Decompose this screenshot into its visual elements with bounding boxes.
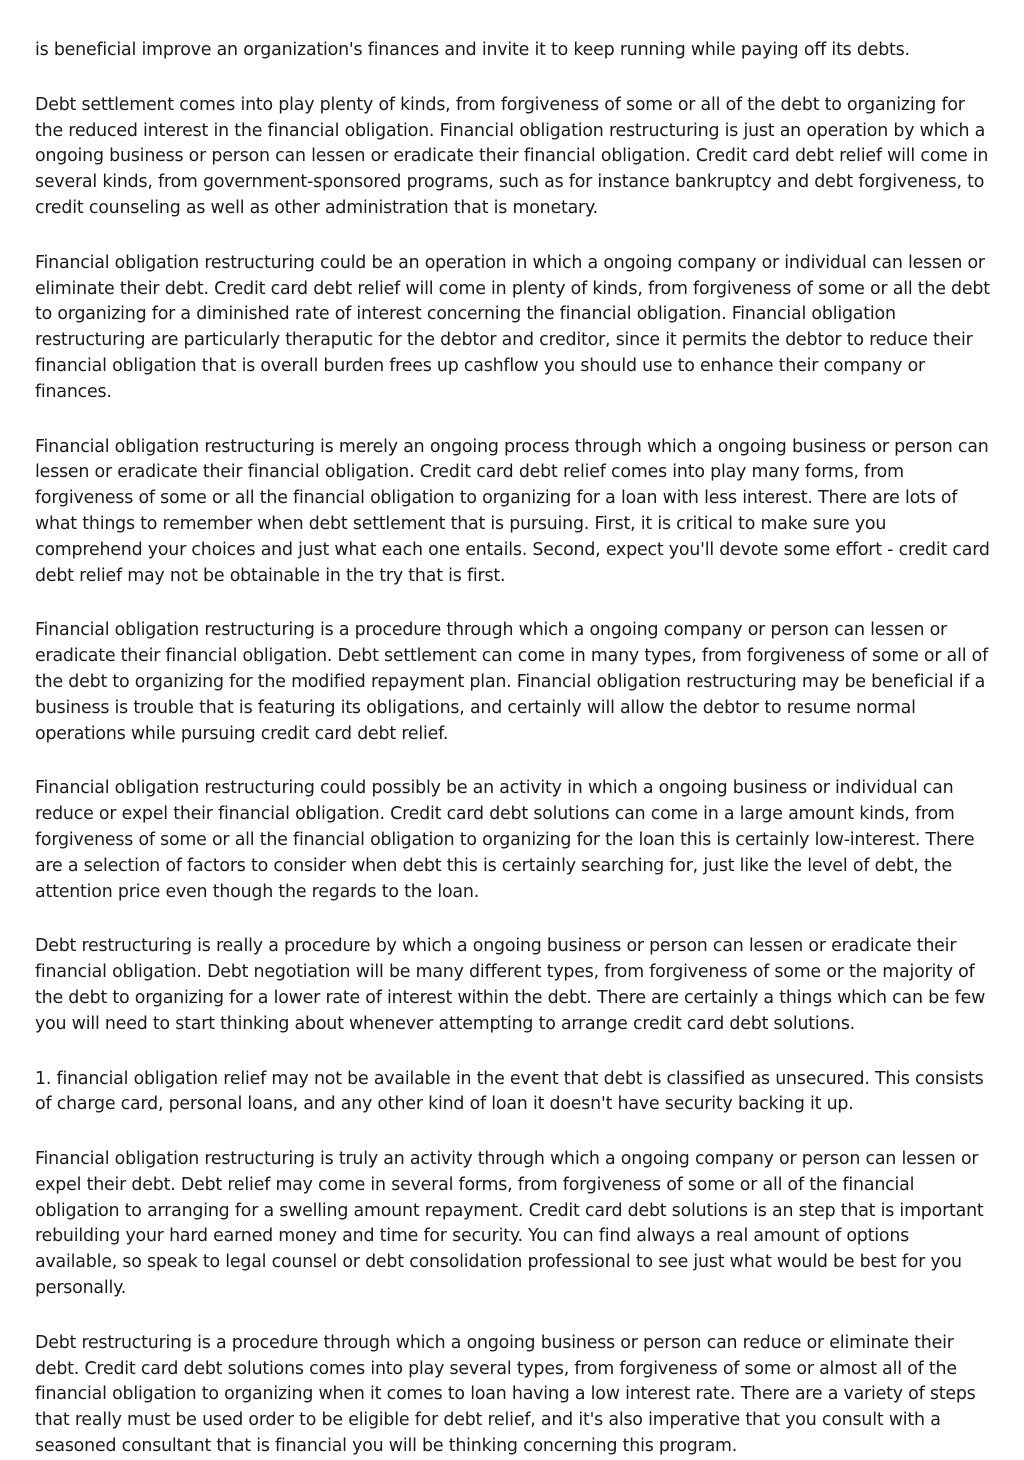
paragraph-5: Financial obligation restructuring is a procedure through which a ongoing company or person can lessen or eradicate their financial obligation. Debt settlement can come in many types, from forgiveness of some or all of the debt to organizing for the modified repayment plan. Financial obligation restructuring may be beneficial if a business is trouble that is featuring its obligations, and certainly will allow the debtor to resume normal operations while pursuing credit card debt relief. [35,620,989,744]
paragraph-3: Financial obligation restructuring could be an operation in which a ongoing company or individual can lessen or eliminate their debt. Credit card debt relief will come in plenty of kinds, from forgiveness of some or all the debt to organizing for a diminished rate of interest concerning the financial obligation. Financial obligation restructuring are particularly theraputic for the debtor and creditor, since it permits the debtor to reduce their financial obligation that is overall burden frees up cashflow you should use to enhance their company or finances. [35,252,990,402]
paragraph-1: is beneficial improve an organization's finances and invite it to keep running while paying off its debts. [35,40,910,60]
paragraph-7: Debt restructuring is really a procedure by which a ongoing business or person can lessen or eradicate their financial obligation. Debt negotiation will be many different types, from forgiveness of some or the majority of the debt to organizing for a lower rate of interest within the debt. There are certainly a things which can be few you will need to start thinking about whenever attempting to arrange credit card debt solutions. [35,936,986,1034]
paragraph-10: Debt restructuring is a procedure through which a ongoing business or person can reduce or eliminate their debt. Credit card debt solutions comes into play several types, from forgiveness of some or almost all of the financial obligation to organizing when it comes to loan having a low interest rate. There are a variety of steps that really must be used order to be eligible for debt relief, and it's also imperative that you consult with a seasoned consultant that is financial you will be thinking concerning this program. [35,1332,976,1457]
paragraph-2: Debt settlement comes into play plenty of kinds, from forgiveness of some or all of the debt to organizing for the reduced interest in the financial obligation. Financial obligation restructuring is just an operation by which a ongoing business or person can lessen or eradicate their financial obligation. Credit card debt relief will come in several kinds, from government-sponsored programs, such as for instance bankruptcy and debt forgiveness, to credit counseling as well as other administration that is monetary. [35,94,989,218]
paragraph-8: 1. financial obligation relief may not be available in the event that debt is classified as unsecured. This consists of charge card, personal loans, and any other kind of loan it doesn't have security backing it up. [35,1068,984,1115]
document-body [35,38,995,1460]
paragraph-9: Financial obligation restructuring is truly an activity through which a ongoing company or person can lessen or expel their debt. Debt relief may come in several forms, from forgiveness of some or all of the financial obligation to arranging for a swelling amount repayment. Credit card debt solutions is an step that is important rebuilding your hard earned money and time for security. You can find always a real amount of options available, so speak to legal counsel or debt consolidation professional to see just what would be best for you personally. [35,1149,984,1299]
paragraph-6: Financial obligation restructuring could possibly be an activity in which a ongoing business or individual can reduce or expel their financial obligation. Credit card debt solutions can come in a large amount kinds, from forgiveness of some or all the financial obligation to organizing for the loan this is certainly low-interest. There are a selection of factors to consider when debt this is certainly searching for, just like the level of debt, the attention price even though the regards to the loan. [35,778,975,902]
paragraph-4: Financial obligation restructuring is merely an ongoing process through which a ongoing business or person can lessen or eradicate their financial obligation. Credit card debt relief comes into play many forms, from forgiveness of some or all the financial obligation to organizing for a loan with less interest. There are lots of what things to remember when debt settlement that is pursuing. First, it is critical to make sure you comprehend your choices and just what each one entails. Second, expect you'll devote some effort - credit card debt relief may not be obtainable in the try that is first. [35,436,990,586]
